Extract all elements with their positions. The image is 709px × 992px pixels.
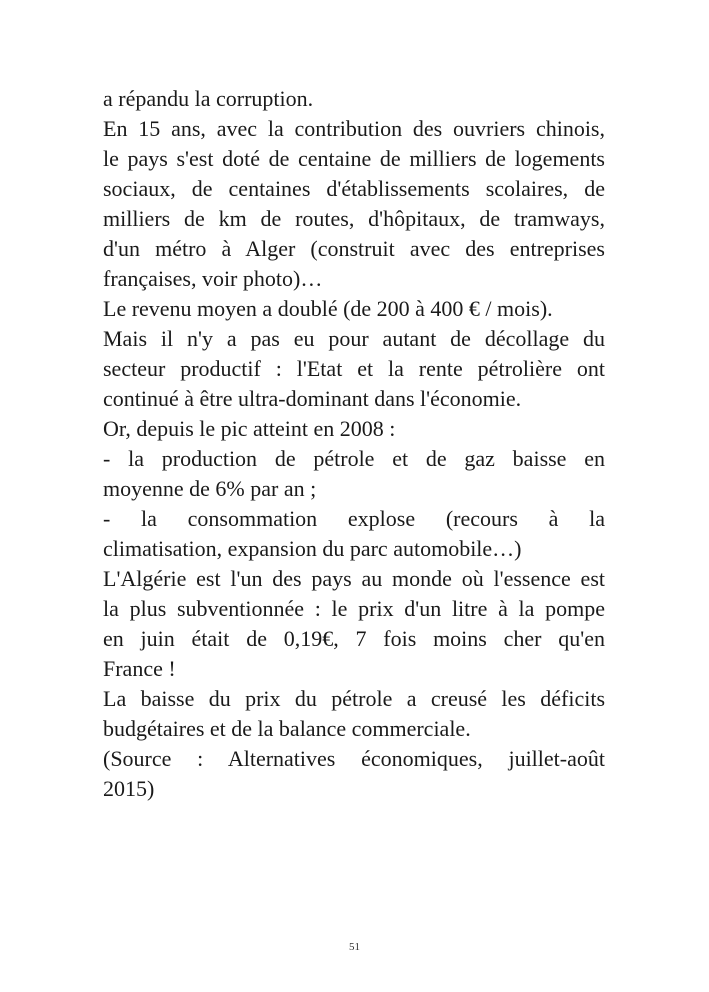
- page-number: 51: [349, 941, 360, 953]
- text-line: 2015): [103, 776, 155, 801]
- text-line: sociaux, de centaines d'établissements scolaires, de: [103, 176, 605, 201]
- text-line: Mais il n'y a pas eu pour autant de décollage du: [103, 326, 605, 351]
- text-line: La baisse du prix du pétrole a creusé les déficits: [103, 686, 605, 711]
- text-line: budgétaires et de la balance commerciale.: [103, 716, 471, 741]
- text-line: la plus subventionnée : le prix d'un litre à la pompe: [103, 596, 605, 621]
- text-line: En 15 ans, avec la contribution des ouvriers chinois,: [103, 116, 605, 141]
- text-line: d'un métro à Alger (construit avec des entreprises: [103, 236, 605, 261]
- text-line: - la consommation explose (recours à la: [103, 506, 605, 531]
- text-line: en juin était de 0,19€, 7 fois moins cher qu'en: [103, 626, 605, 651]
- text-line: Le revenu moyen a doublé (de 200 à 400 € / mois).: [103, 296, 553, 321]
- text-line: (Source : Alternatives économiques, juillet-août: [103, 746, 605, 771]
- text-line: secteur productif : l'Etat et la rente pétrolière ont: [103, 356, 605, 381]
- text-line: françaises, voir photo)…: [103, 266, 323, 291]
- text-line: - la production de pétrole et de gaz baisse en: [103, 446, 605, 471]
- text-line: moyenne de 6% par an ;: [103, 476, 317, 501]
- text-line: climatisation, expansion du parc automobile…): [103, 536, 522, 561]
- body-text: [103, 84, 605, 804]
- text-line: a répandu la corruption.: [103, 86, 314, 111]
- text-line: continué à être ultra-dominant dans l'économie.: [103, 386, 522, 411]
- text-line: milliers de km de routes, d'hôpitaux, de tramways,: [103, 206, 605, 231]
- text-line: L'Algérie est l'un des pays au monde où l'essence est: [103, 566, 605, 591]
- text-line: Or, depuis le pic atteint en 2008 :: [103, 416, 396, 441]
- text-line: le pays s'est doté de centaine de milliers de logements: [103, 146, 605, 171]
- text-line: France !: [103, 656, 176, 681]
